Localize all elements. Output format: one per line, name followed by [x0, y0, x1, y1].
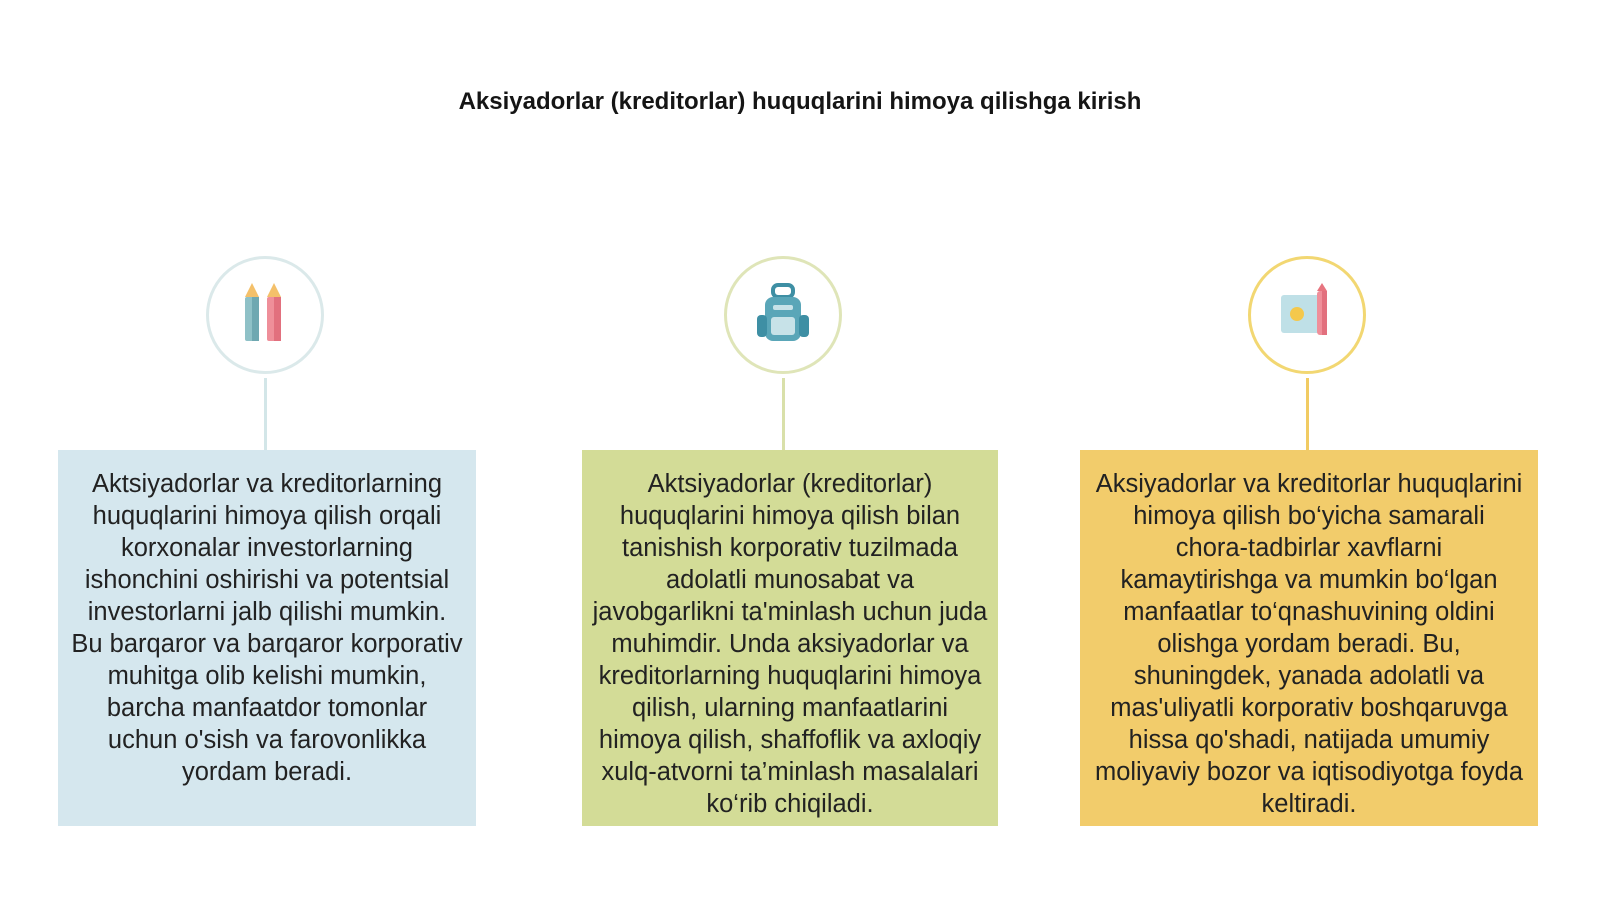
- card-text-1: Aktsiyadorlar va kreditorlarning huquqlarini himoya qilish orqali korxonalar investorlarning ishonchini oshirishi va potentsial investorlarni jalb qilishi mumkin. Bu barqaror va barqaror korporativ muhitga olib kelishi mumkin, barcha manfaatdor tomonlar uchun o'sish va farovonlikka yordam beradi.: [71, 470, 463, 786]
- connector-line-3: [1306, 378, 1309, 450]
- pencils-icon: [235, 281, 295, 350]
- card-text-2: Aktsiyadorlar (kreditorlar) huquqlarini himoya qilish bilan tanishish korporativ tuzilmada adolatli munosabat va javobgarlikni ta'minlash uchun juda muhimdir. Unda aksiyadorlar va kreditorlarning huquqlarini himoya qilish, ularning manfaatlarini himoya qilish, shaffoflik va axloqiy xulq-atvorni ta’minlash masalalari ko‘rib chiqiladi.: [592, 470, 988, 818]
- icon-circle-2: [724, 256, 842, 374]
- backpack-icon: [751, 281, 815, 350]
- card-text-3: Aksiyadorlar va kreditorlar huquqlarini himoya qilish bo‘yicha samarali chora-tadbirlar xavflarni kamaytirishga va mumkin bo‘lgan manfaatlar to‘qnashuvining oldini olishga yordam beradi. Bu, shuningdek, yanada adolatli va mas'uliyatli korporativ boshqaruvga hissa qo'shadi, natijada umumiy moliyaviy bozor va iqtisodiyotga foyda keltiradi.: [1094, 470, 1524, 818]
- drawing-board-icon: [1275, 281, 1339, 350]
- connector-line-1: [264, 378, 267, 450]
- connector-line-2: [782, 378, 785, 450]
- slide-title: Aksiyadorlar (kreditorlar) huquqlarini himoya qilishga kirish: [458, 88, 1142, 115]
- icon-circle-1: [206, 256, 324, 374]
- icon-circle-3: [1248, 256, 1366, 374]
